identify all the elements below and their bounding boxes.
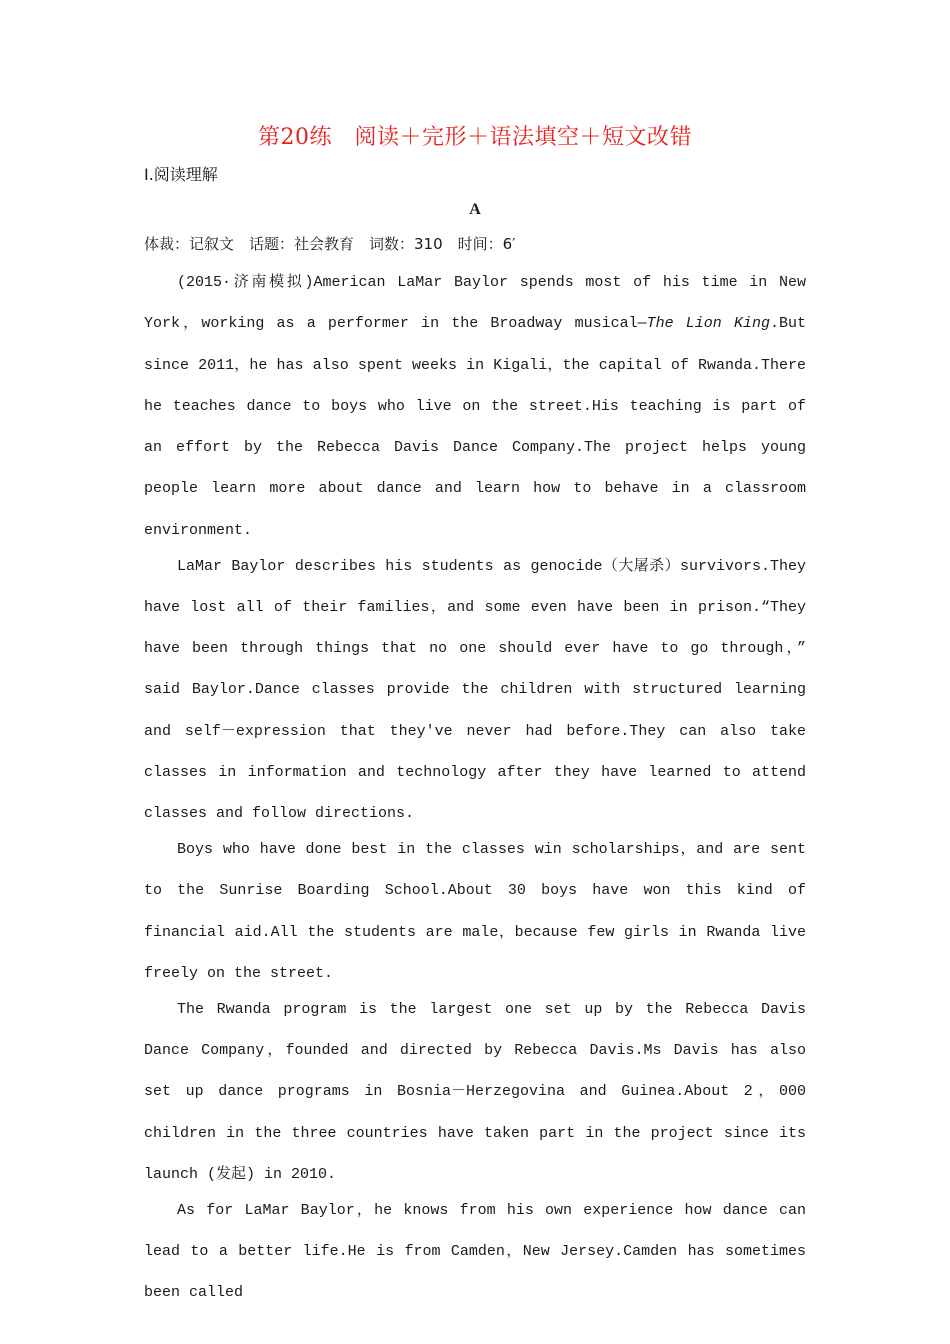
musical-title: The Lion King [646,315,770,333]
passage-meta: 体裁：记叙文 话题：社会教育 词数：310 时间：6′ [144,235,516,253]
paragraph-1-text-b: .But since 2011，he has also spent weeks in Kigali，the capital of Rwanda.There he teaches dance to boys who live on the street.His teaching is part of an effort by the Rebecca Davis Dance Company.The project helps young people learn more about dance and learn how to behave in a classroom environment. [144,315,806,539]
paragraph-4: The Rwanda program is the largest one set up by the Rebecca Davis Dance Company，founded and directed by Rebecca Davis.Ms Davis has also set up dance programs in Bosnia－Herzegovina and Guinea.About 2，000 children in the three countries have taken part in the project since its launch (发起) in 2010. [144,1000,806,1184]
paragraph-3: Boys who have done best in the classes win scholarships，and are sent to the Sunrise Boarding School.About 30 boys have won this kind of financial aid.All the students are male，because few girls in Rwanda live freely on the street. [144,841,806,983]
section-heading: Ⅰ.阅读理解 [144,165,218,184]
paragraph-1 [144,262,806,551]
paragraph-1-text-a: (2015·济南模拟)American LaMar Baylor spends most of his time in New York，working as a performer in the Broadway musical— [144,274,806,333]
paragraph-5: As for LaMar Baylor，he knows from his own experience how dance can lead to a better life.He is from Camden，New Jersey.Camden has sometimes been called [144,1201,806,1302]
passage-label: A [469,201,481,218]
paragraph-2: LaMar Baylor describes his students as genocide（大屠杀）survivors.They have lost all of their families，and some even have been in prison.“They have been through things that no one should ever have to go through，” said Baylor.Dance classes provide the children with structured learning and self－expression that they've never had before.They can also take classes in information and technology after they have learned to attend classes and follow directions. [144,557,806,823]
passage-body [144,262,806,1308]
page-title: 第20练 阅读＋完形＋语法填空＋短文改错 [258,125,692,150]
